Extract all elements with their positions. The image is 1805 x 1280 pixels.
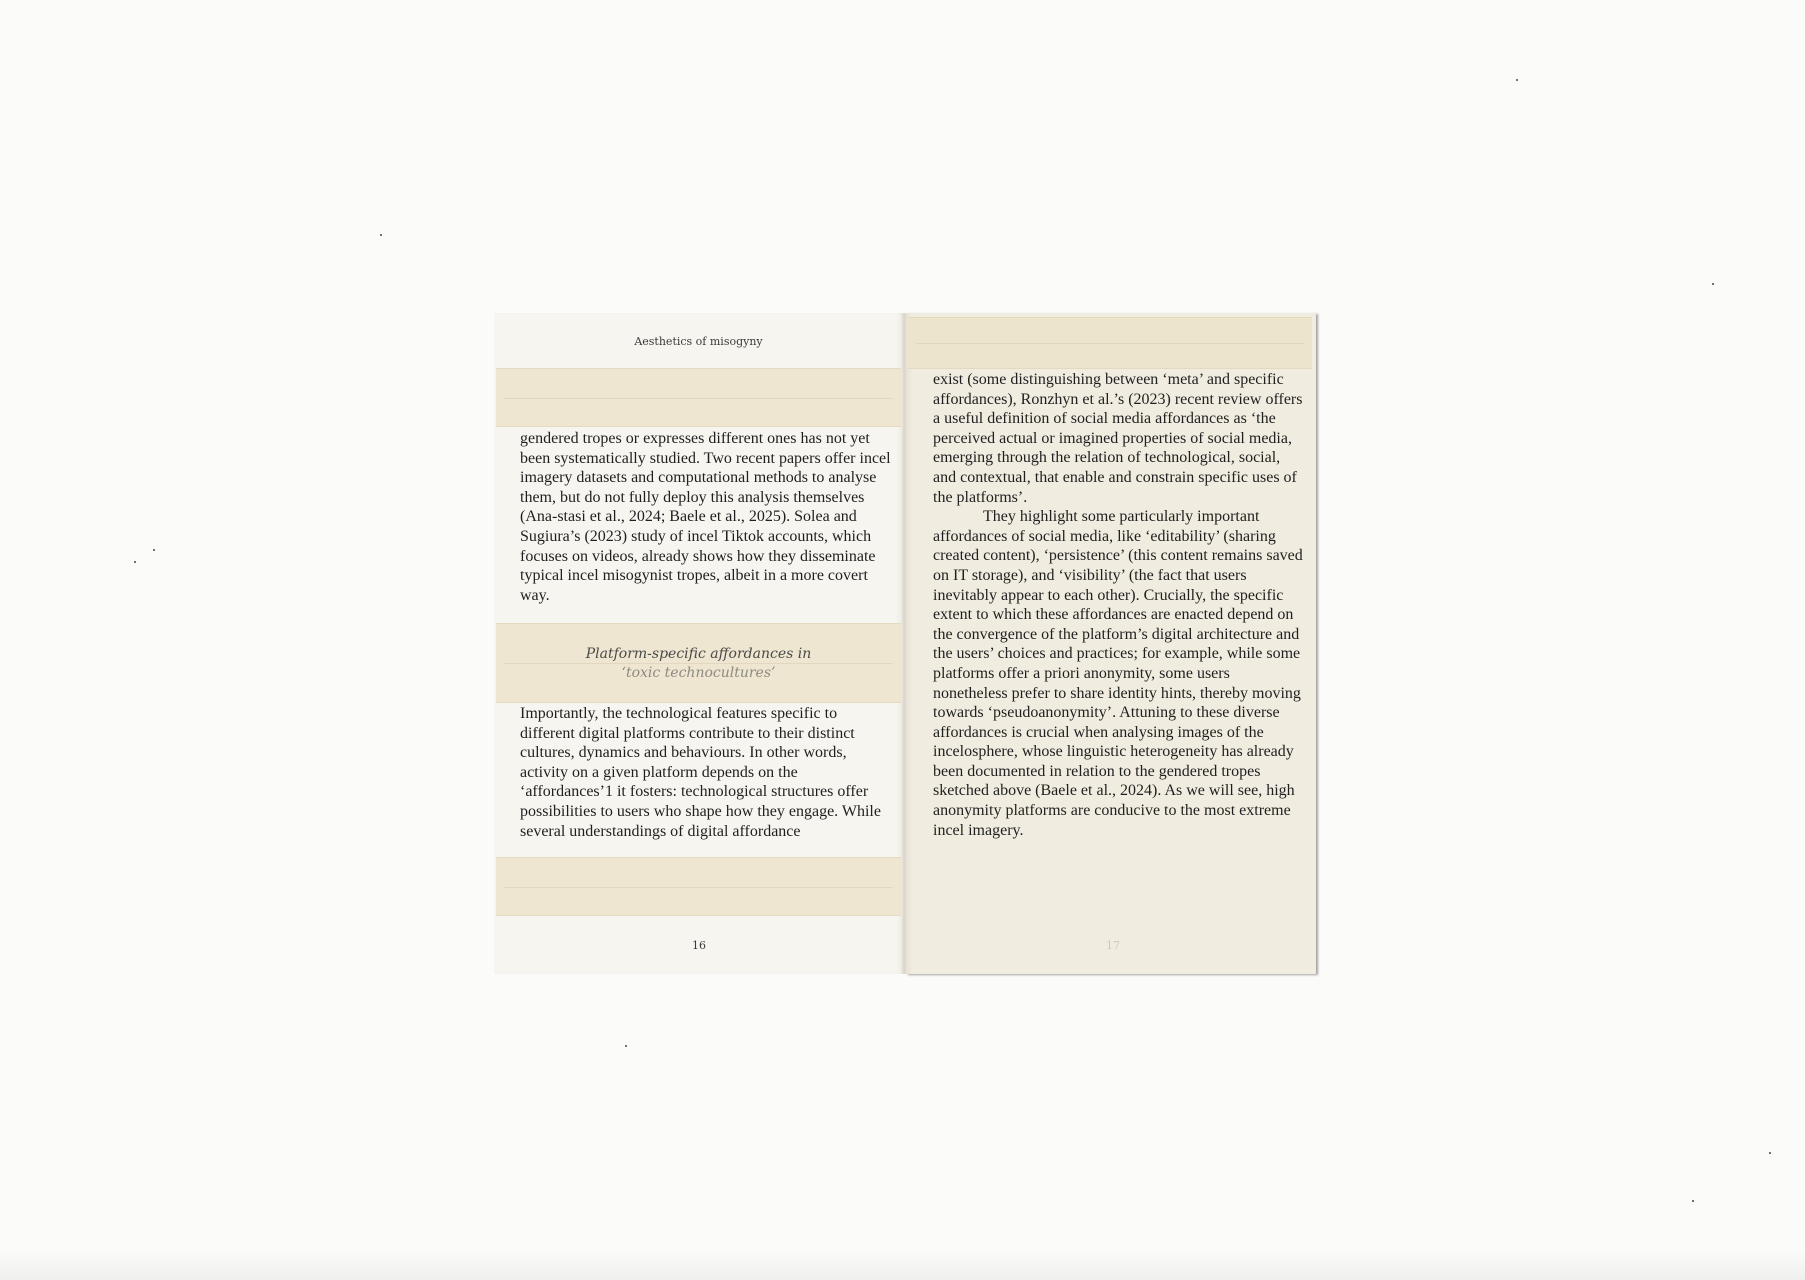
dust-speck [1516, 79, 1518, 81]
dust-speck [134, 561, 136, 563]
left-page [494, 313, 903, 974]
dust-speck [1692, 1200, 1694, 1202]
subheading-line: Platform-specific affordances in [585, 646, 812, 662]
subheading-line: ‘toxic technocultures’ [621, 665, 776, 681]
paragraph: Importantly, the technological features specific to different digital platforms contribute to their distinct cultures, dynamics and behaviours. In other words, activity on a given platform depends on the ‘affordances’1 it fosters: technological structures offer possibilities to users who shape how they engage. While several understandings of digital affordance [520, 705, 881, 840]
dust-speck [380, 234, 382, 236]
page-number: 17 [1106, 939, 1120, 952]
tape-band [496, 857, 901, 916]
right-page [906, 313, 1316, 974]
booklet [494, 313, 1322, 974]
body-text [933, 370, 1305, 840]
page-number: 16 [692, 939, 706, 952]
dust-speck [625, 1045, 627, 1047]
paragraph: gendered tropes or expresses different ones has not yet been systematically studied. Two recent papers offer incel imagery datasets and computational methods to analyse them, but do not fully deploy this analysis themselves (Ana-stasi et al., 2024; Baele et al., 2025). Solea and Sugiura’s (2023) study of incel Tiktok accounts, which focuses on videos, already shows how they disseminate typical incel misogynist tropes, albeit in a more covert way. [520, 430, 891, 604]
dust-speck [1712, 283, 1714, 285]
section-subheading [494, 645, 903, 683]
paragraph: exist (some distinguishing between ‘meta’ and specific affordances), Ronzhyn et al.’s (2023) recent review offers a useful definition of social media affordances as ‘the perceived actual or imagined properties of social media, emerging through the relation of technological, social, and contextual, that enable and constrain specific uses of the platforms’. [933, 371, 1303, 506]
paragraph: They highlight some particularly important affordances of social media, like ‘editability’ (sharing created content), ‘persistence’ (this content remains saved on IT storage), and ‘visibility’ (the fact that users inevitably appear to each other). Crucially, the specific extent to which these affordances are enacted depend on the convergence of the platform’s digital architecture and the users’ choices and practices; for example, while some platforms offer a priori anonymity, some users nonetheless prefer to share identity hints, thereby moving towards ‘pseudoanonymity’. Attuning to these diverse affordances is crucial when analysing images of the incelosphere, whose linguistic heterogeneity has already been documented in relation to the gendered tropes sketched above (Baele et al., 2024). As we will see, high anonymity platforms are conducive to the most extreme incel imagery. [933, 508, 1303, 839]
running-head: Aesthetics of misogyny [634, 335, 763, 348]
tape-band [496, 368, 901, 427]
body-text-before-heading [520, 429, 892, 605]
dust-speck [153, 549, 155, 551]
tape-band [908, 317, 1312, 369]
dust-speck [1769, 1152, 1771, 1154]
scanner-edge-shadow [0, 1250, 1805, 1280]
body-text-after-heading [520, 704, 892, 841]
